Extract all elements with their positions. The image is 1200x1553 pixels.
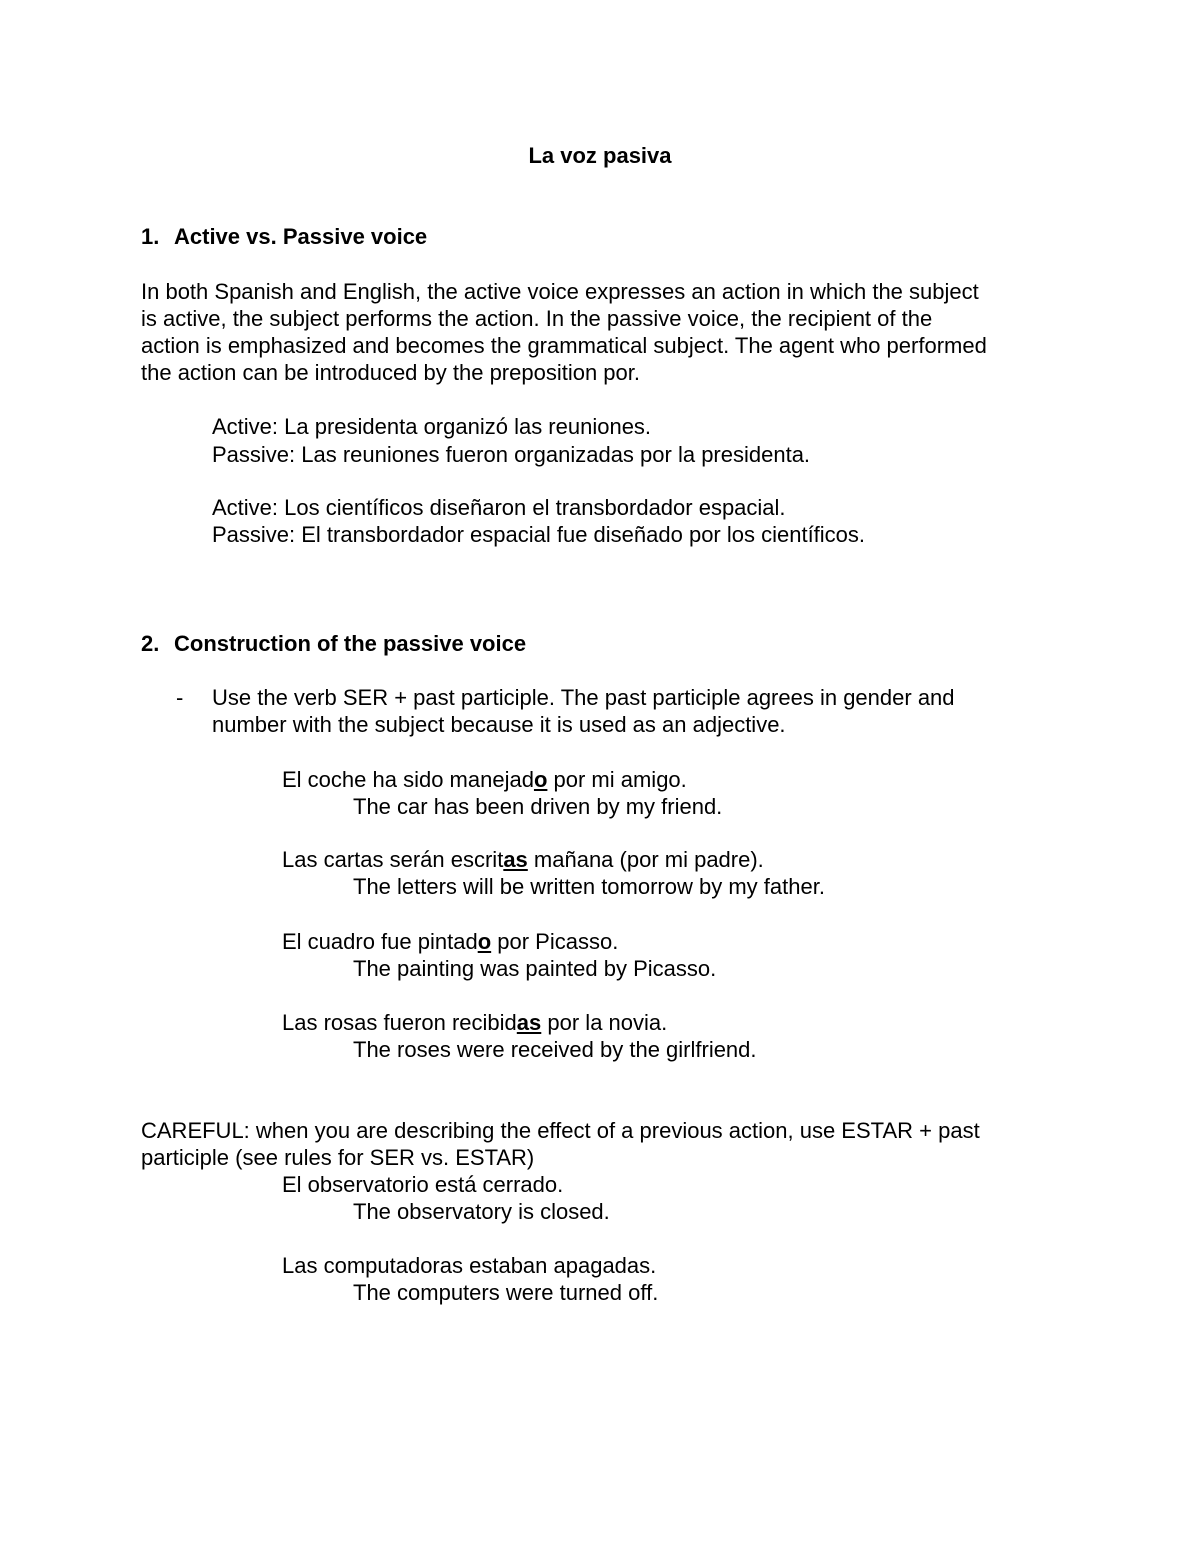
spanish-example <box>282 846 764 873</box>
english-translation: The computers were turned off. <box>353 1280 659 1305</box>
english-translation: The letters will be written tomorrow by my father. <box>353 874 825 899</box>
example-text: Las rosas fueron recibid <box>282 1010 517 1035</box>
english-translation: The roses were received by the girlfriend. <box>353 1037 757 1062</box>
example-text: El cuadro fue pintad <box>282 929 478 954</box>
bullet-text-line: number with the subject because it is used as an adjective. <box>212 712 786 737</box>
careful-note-line: CAREFUL: when you are describing the effect of a previous action, use ESTAR + past <box>141 1118 980 1143</box>
participle-ending: as <box>516 1010 542 1035</box>
example-passive: Passive: El transbordador espacial fue diseñado por los científicos. <box>212 522 866 547</box>
example-active: Active: La presidenta organizó las reuniones. <box>212 414 652 439</box>
example-passive: Passive: Las reuniones fueron organizadas por la presidenta. <box>212 442 811 467</box>
example-text: El coche ha sido manejad <box>282 767 534 792</box>
english-translation: The painting was painted by Picasso. <box>353 956 717 981</box>
section-2-number: 2. <box>141 631 160 656</box>
spanish-example <box>282 1009 667 1036</box>
english-translation: The observatory is closed. <box>353 1199 610 1224</box>
bullet-marker: - <box>176 685 184 710</box>
participle-ending: as <box>503 847 528 872</box>
example-text: mañana (por mi padre). <box>527 847 764 872</box>
participle-ending: o <box>533 767 548 792</box>
section-1-paragraph-line: the action can be introduced by the preposition por. <box>141 360 641 385</box>
careful-note-line: participle (see rules for SER vs. ESTAR) <box>141 1145 535 1170</box>
spanish-example <box>282 928 618 955</box>
example-text: por mi amigo. <box>547 767 687 792</box>
section-1-paragraph-line: action is emphasized and becomes the grammatical subject. The agent who performed <box>141 333 987 358</box>
section-1-number: 1. <box>141 224 160 249</box>
page-title: La voz pasiva <box>528 143 672 168</box>
section-1-heading <box>141 223 427 250</box>
spanish-example: Las computadoras estaban apagadas. <box>282 1253 657 1278</box>
section-2-title: Construction of the passive voice <box>174 631 527 656</box>
spanish-example <box>282 766 687 793</box>
english-translation: The car has been driven by my friend. <box>353 794 723 819</box>
example-text: por la novia. <box>541 1010 668 1035</box>
bullet-text-line: Use the verb SER + past participle. The past participle agrees in gender and <box>212 685 955 710</box>
example-active: Active: Los científicos diseñaron el transbordador espacial. <box>212 495 786 520</box>
section-1-title: Active vs. Passive voice <box>174 224 428 249</box>
section-1-paragraph-line: In both Spanish and English, the active voice expresses an action in which the subject <box>141 279 979 304</box>
spanish-example: El observatorio está cerrado. <box>282 1172 564 1197</box>
example-text: por Picasso. <box>491 929 619 954</box>
example-text: Las cartas serán escrit <box>282 847 504 872</box>
section-2-heading <box>141 630 526 657</box>
participle-ending: o <box>477 929 492 954</box>
section-1-paragraph-line: is active, the subject performs the action. In the passive voice, the recipient of the <box>141 306 933 331</box>
